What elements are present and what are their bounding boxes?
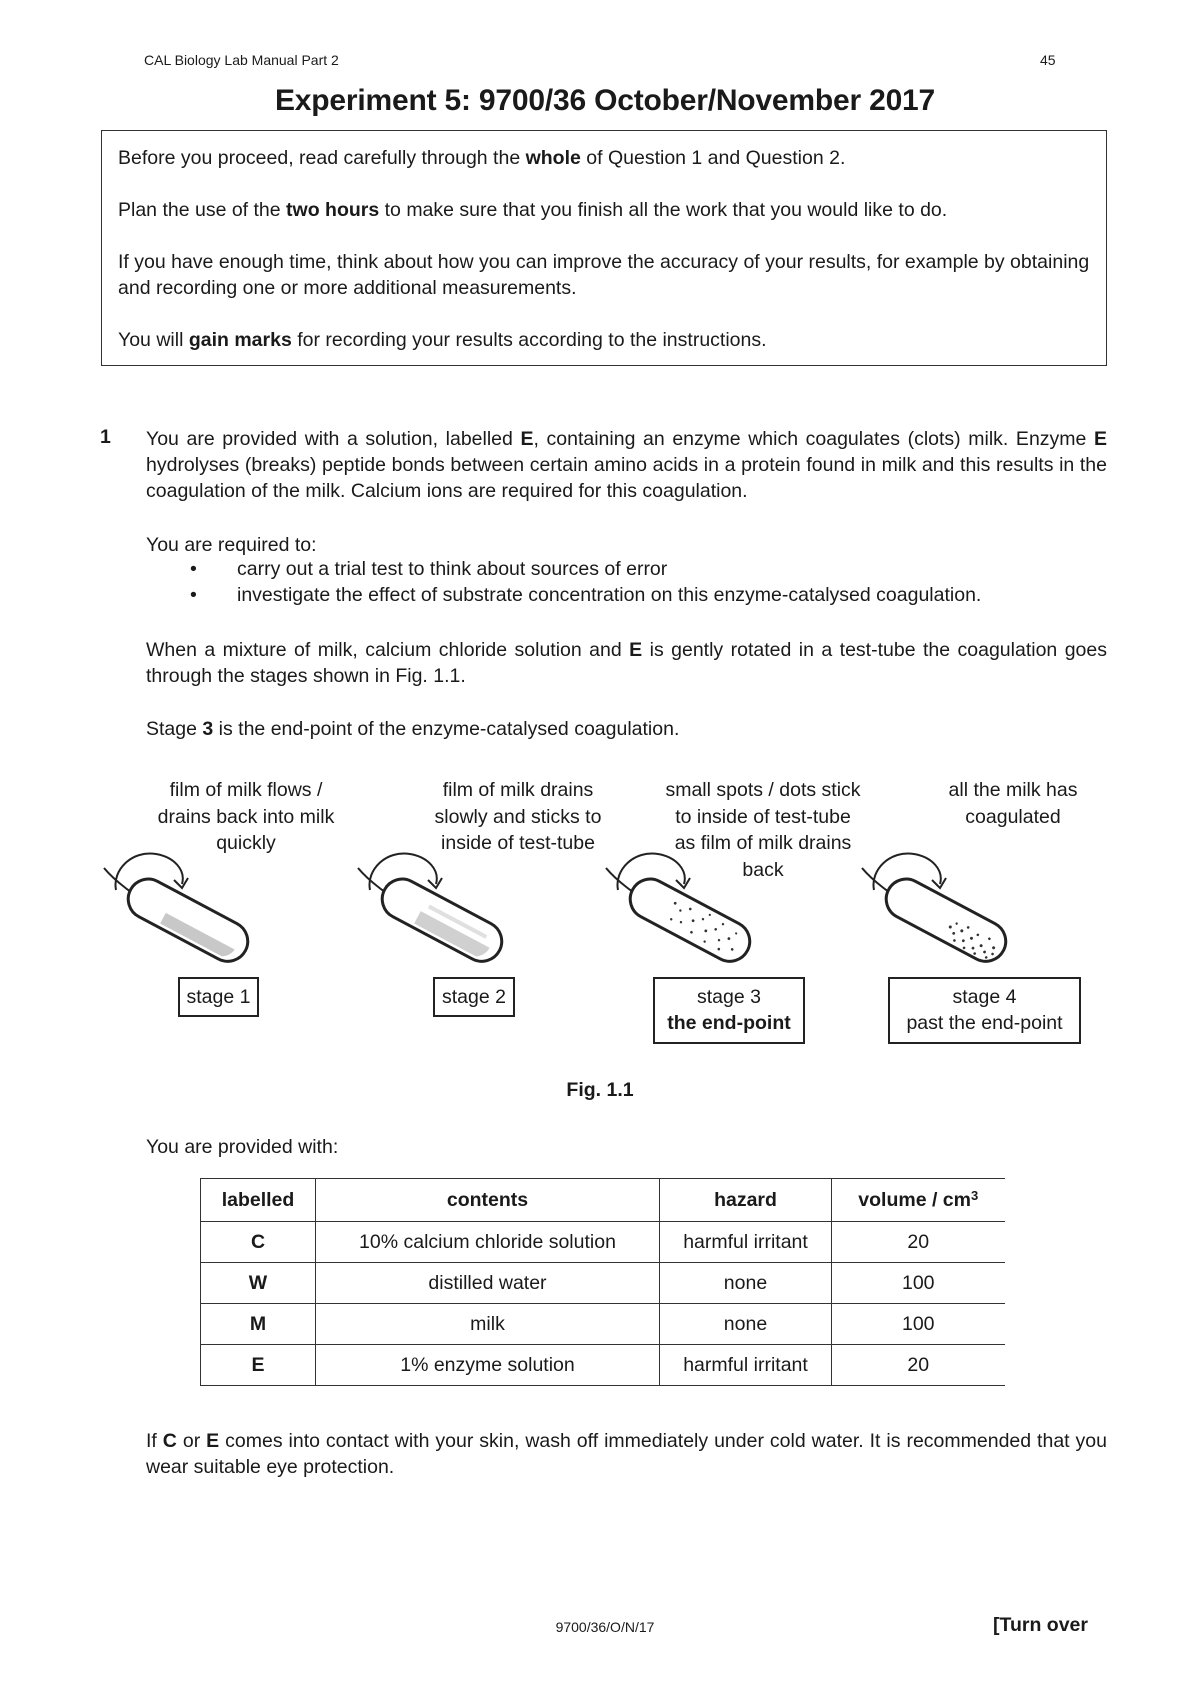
instruction-improve-accuracy: If you have enough time, think about how you can improve the accuracy of your results, for example by obtaining and recording one or more additional measurements. — [118, 251, 1090, 299]
question-intro: You are provided with a solution, labelled E, containing an enzyme which coagulates (clots) milk. Enzyme E hydrolyses (breaks) peptide bonds between certain amino acids in a protein found in milk and this results in the coagulation of the milk. Calcium ions are required for this coagulation. — [146, 428, 1107, 502]
table-row — [201, 1345, 1005, 1386]
table-row — [201, 1304, 1005, 1345]
table-header-row — [201, 1179, 1005, 1222]
figure-caption: Fig. 1.1 — [566, 1079, 634, 1101]
materials-table — [200, 1178, 1005, 1386]
cell-hazard: none — [660, 1263, 832, 1304]
stage-3-description: small spots / dots stick to inside of test-tube as film of milk drains back — [665, 779, 861, 881]
required-intro: You are required to: — [146, 534, 317, 556]
coagulation-stages-figure — [96, 840, 1056, 970]
cell-label: W — [201, 1263, 316, 1304]
col-header-hazard: hazard — [660, 1179, 832, 1222]
cell-label: M — [201, 1304, 316, 1345]
hazard-note: If C or E comes into contact with your skin, wash off immediately under cold water. It is recommended that you wear suitable eye protection. — [146, 1430, 1107, 1478]
bullet-marker: • — [190, 558, 197, 580]
provided-intro: You are provided with: — [146, 1136, 339, 1158]
bullet-trial-test: carry out a trial test to think about sources of error — [237, 558, 668, 580]
cell-volume: 100 — [832, 1263, 1005, 1304]
bullet-investigate: investigate the effect of substrate concentration on this enzyme-catalysed coagulation. — [237, 584, 982, 606]
table-row — [201, 1222, 1005, 1263]
test-tube-stage-2-icon — [358, 853, 509, 968]
cell-hazard: harmful irritant — [660, 1345, 832, 1386]
paper-code: 9700/36/O/N/17 — [555, 1619, 655, 1635]
cell-volume: 100 — [832, 1304, 1005, 1345]
cell-volume: 20 — [832, 1222, 1005, 1263]
cell-contents: 10% calcium chloride solution — [316, 1222, 660, 1263]
stage-3-label: stage 3 the end-point — [653, 977, 805, 1044]
cell-hazard: none — [660, 1304, 832, 1345]
end-point-paragraph: Stage 3 is the end-point of the enzyme-catalysed coagulation. — [146, 718, 680, 740]
instruction-gain-marks: You will gain marks for recording your results according to the instructions. — [118, 329, 767, 351]
cell-label: E — [201, 1345, 316, 1386]
mixture-paragraph: When a mixture of milk, calcium chloride solution and E is gently rotated in a test-tube the coagulation goes through the stages shown in Fig. 1.1. — [146, 639, 1107, 687]
cell-contents: milk — [316, 1304, 660, 1345]
running-header-title: CAL Biology Lab Manual Part 2 — [144, 52, 339, 68]
cell-volume: 20 — [832, 1345, 1005, 1386]
stage-4-description: all the milk has coagulated — [948, 779, 1078, 828]
instructions-box — [101, 130, 1107, 366]
page-number: 45 — [1040, 52, 1056, 68]
stage-4-label: stage 4 past the end-point — [888, 977, 1081, 1044]
page-title: Experiment 5: 9700/36 October/November 2017 — [274, 84, 936, 117]
stage-2-label: stage 2 — [433, 977, 515, 1017]
stage-2-description: film of milk drains slowly and sticks to inside of test-tube — [434, 779, 602, 854]
turn-over-note: [Turn over — [993, 1614, 1088, 1636]
cell-contents: distilled water — [316, 1263, 660, 1304]
cell-label: C — [201, 1222, 316, 1263]
col-header-volume: volume / $cm^3$ — [832, 1179, 1005, 1222]
table-row — [201, 1263, 1005, 1304]
col-header-labelled: labelled — [201, 1179, 316, 1222]
col-header-contents: contents — [316, 1179, 660, 1222]
test-tube-stage-4-icon — [862, 853, 1013, 968]
cell-hazard: harmful irritant — [660, 1222, 832, 1263]
stage-1-label: stage 1 — [178, 977, 259, 1017]
instruction-read-whole: Before you proceed, read carefully through the whole of Question 1 and Question 2. — [118, 147, 846, 169]
instruction-plan-time: Plan the use of the two hours to make sure that you finish all the work that you would like to do. — [118, 199, 948, 221]
question-number: 1 — [100, 426, 111, 448]
stage-1-description: film of milk flows / drains back into milk quickly — [157, 779, 335, 854]
bullet-marker: • — [190, 584, 197, 606]
test-tube-stage-1-icon — [104, 853, 255, 968]
cell-contents: 1% enzyme solution — [316, 1345, 660, 1386]
